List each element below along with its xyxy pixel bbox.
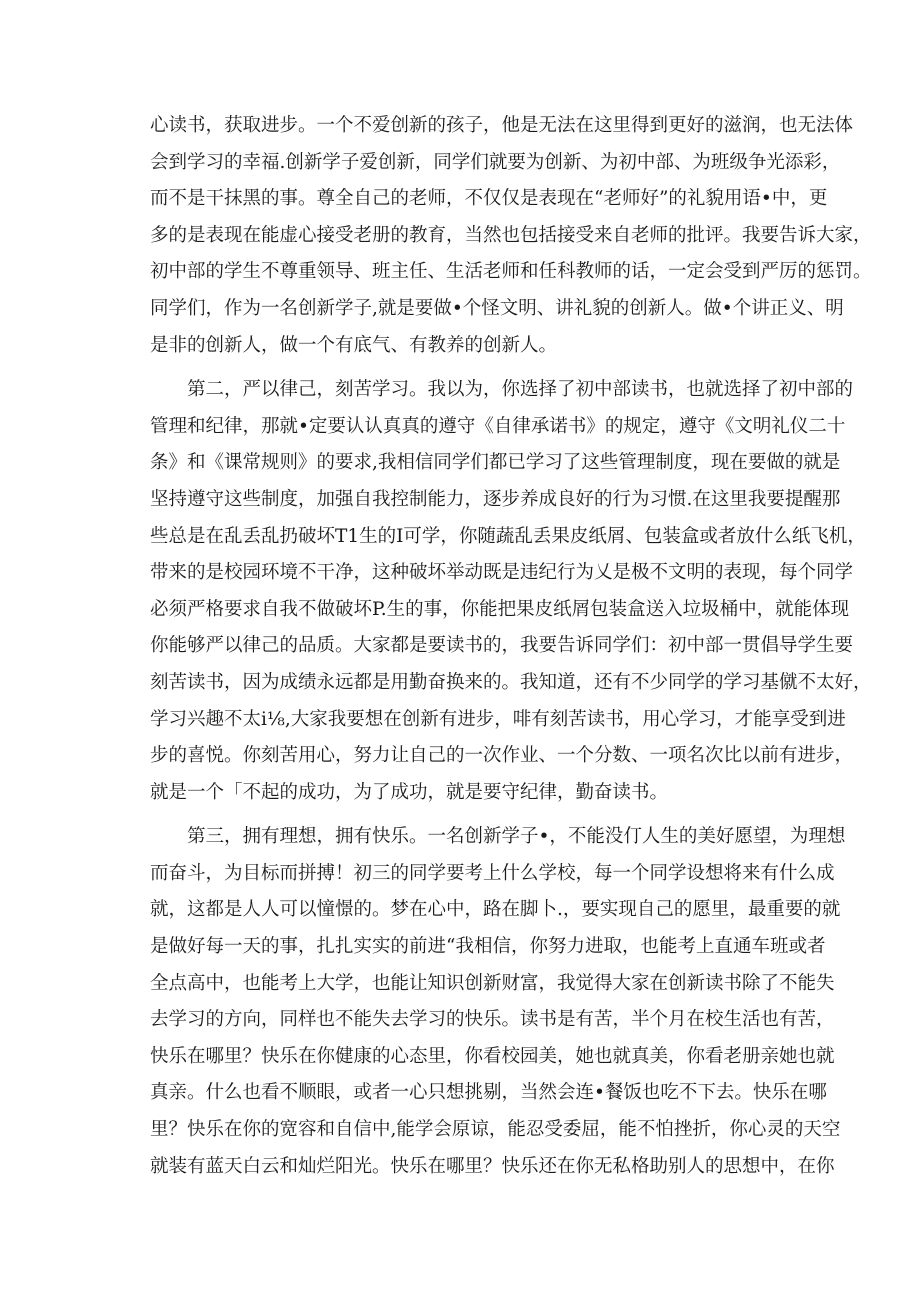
text-line: 你能够严以律己的品质。大家都是要读书的，我要告诉同学们：初中部一贯倡导学生要 (150, 635, 854, 657)
paragraph-1 (150, 108, 872, 364)
text-line: 条》和《课常规则》的要求,我相信同学们都已学习了这些管理制度，现在要做的就是 (150, 452, 841, 474)
text-line: 就装有蓝天白云和灿烂阳光。快乐在哪里？快乐还在你无私格助别人的思想中，在你 (150, 1155, 835, 1177)
text-line: 心读书，获取进步。一个不爱创新的孩子，他是无法在这里得到更好的滋润，也无法体 (150, 115, 854, 136)
text-line: 多的是表现在能虚心接受老册的教育，当然也包括接受来自老师的批评。我要告诉大家， (150, 224, 872, 246)
text-line: 快乐在哪里？快乐在你健康的心态里，你看校园美，她也就真美，你看老册亲她也就 (150, 1045, 835, 1067)
text-line: 坚持遵守这些制度，加强自我控制能力，逐步养成良好的行为习惯.在这里我要提醒那 (150, 488, 841, 510)
text-line: 而不是干抹黑的事。尊全自己的老师，不仅仅是表现在“老师好”的礼貌用语•中，更 (150, 188, 828, 210)
text-line: 就是一个「不起的成功，为了成功，就是要守纪律，勤奋读书。 (150, 781, 669, 803)
text-line: 管理和纪律，那就•定要认认真真的遵守《自律承诺书》的规定，遵守《文明礼仪二十 (150, 415, 846, 437)
text-line: 就，这都是人人可以憧憬的。梦在心中，路在脚卜.，要实现自己的愿里，最重要的就 (150, 899, 841, 921)
text-line: 是做好每一天的事，扎扎实实的前进“我相信，你努力进取，也能考上直通车班或者 (150, 936, 826, 958)
paragraph-2 (150, 372, 872, 811)
text-line: 第二，严以律己，刻苦学习。我以为，你选择了初中部读书，也就选择了初中部的 (150, 379, 854, 401)
text-line: 带来的是校园环境不干净，这种破坏举动既是违纪行为乂是极不文明的表现，每个同学 (150, 562, 854, 584)
text-line: 是非的创新人，做一个有底气、有教养的创新人。 (150, 334, 558, 356)
text-line: 步的喜悦。你刻苦用心，努力让自己的一次作业、一个分数、一项名次比以前有进步， (150, 745, 854, 767)
text-line: 会到学习的幸福.创新学子爱创新，同学们就要为创新、为初中部、为班级争光添彩， (150, 151, 841, 173)
body-text (150, 108, 872, 1185)
text-line: 必须严格要求自我不做破坏P.生的事，你能把果皮纸屑包装盒送入垃圾桶中，就能体现 (150, 598, 850, 620)
text-line: 而奋斗，为目标而拼搏！初三的同学要考上什么学校，每一个同学设想将来有什么成 (150, 862, 835, 884)
text-line: 真亲。什么也看不顺眼，或者一心只想挑剔，当然会连•餐饭也吃不下去。快乐在哪 (150, 1082, 827, 1104)
text-line: 全点高中，也能考上大学，也能让知识创新财富，我觉得大家在创新读书除了不能失 (150, 972, 835, 994)
text-line: 学习兴趣不太i⅛,大家我要想在创新有进步，啡有刻苦读书，用心学习，才能享受到进 (150, 708, 846, 730)
text-line: 刻苦读书，因为成绩永远都是用勤奋换来的。我知道，还有不少同学的学习基僦不太好， (150, 671, 872, 693)
text-line: 第三，拥有理想，拥有快乐。一名创新学子•，不能没仃人生的美好愿望，为理想 (150, 826, 846, 848)
text-line: 同学们，作为一名创新学子,就是要做•个怪文明、讲礼貌的创新人。做•个讲正义、明 (150, 297, 844, 319)
text-line: 里？快乐在你的宽容和自信中,能学会原谅，能忍受委屈，能不怕挫折，你心灵的天空 (150, 1119, 841, 1141)
text-line: 些总是在乱丢乱扔破坏T1生的I可学，你随蔬乱丢果皮纸屑、包装盒或者放什么纸飞机， (150, 525, 866, 547)
text-line: 去学习的方向，同样也不能失去学习的快乐。读书是有苦，半个月在校生活也有苦， (150, 1009, 835, 1031)
text-line: 初中部的学生不尊重领导、班主任、生活老师和任科教师的话，一定会受到严厉的惩罚。 (150, 261, 872, 283)
paragraph-3 (150, 819, 846, 1185)
